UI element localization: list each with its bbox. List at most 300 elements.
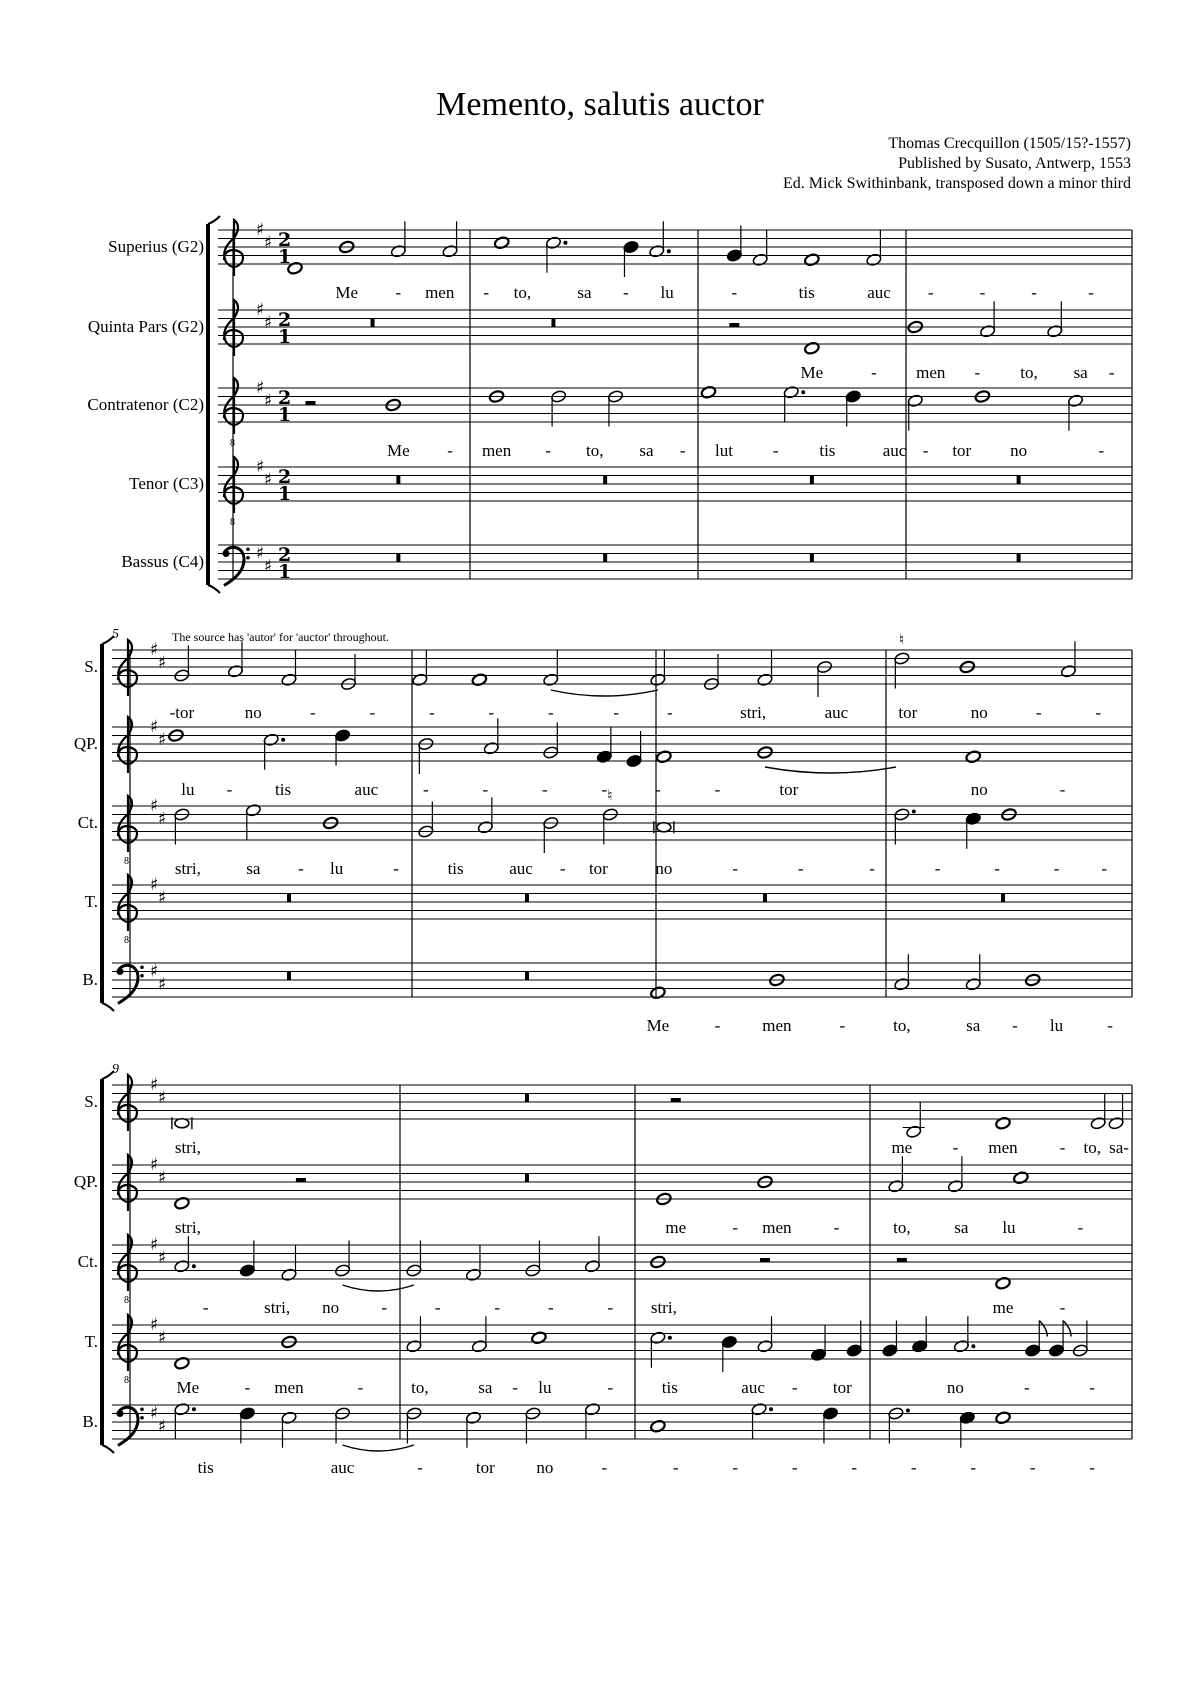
half-note [1047, 324, 1063, 338]
lyric-syllable: - [1088, 283, 1094, 302]
staff-superius-g- [108, 220, 1132, 302]
quarter-note [959, 1411, 975, 1425]
quarter-note [1025, 1344, 1041, 1358]
lyric-syllable: - [1059, 1298, 1066, 1317]
lyric-syllable: lu [538, 1378, 552, 1397]
quarter-note [626, 754, 642, 768]
half-rest-icon [306, 401, 316, 405]
lyric-syllable: - [1098, 441, 1105, 460]
lyric-syllable: - [547, 1298, 554, 1317]
sharp-icon: ♯ [150, 1315, 159, 1335]
treble-clef-icon [224, 220, 243, 276]
sharp-icon: ♯ [256, 457, 265, 477]
half-note [412, 673, 428, 687]
lyric-syllable: - [381, 1298, 388, 1317]
lyric-syllable: - [482, 780, 489, 799]
natural-icon: ♮ [898, 630, 905, 649]
sharp-icon: ♯ [158, 729, 167, 750]
lyric-syllable: - [732, 1458, 739, 1477]
half-note [866, 253, 882, 267]
editor-credit: Ed. Mick Swithinbank, transposed down a minor third [783, 175, 1131, 192]
half-note [1067, 394, 1083, 408]
sharp-icon: ♯ [150, 1155, 159, 1175]
bracket-bottom-hook [208, 585, 220, 593]
half-note [979, 324, 995, 338]
quarter-note [623, 240, 639, 254]
staff-ct- [78, 787, 1132, 879]
tie [343, 1285, 414, 1291]
half-note [649, 244, 665, 258]
lyric-syllable: to, [513, 283, 532, 302]
bass-clef-dot [140, 965, 144, 969]
lyric-syllable: - [434, 1298, 441, 1317]
half-rest-icon [760, 1258, 770, 1262]
lyric-syllable: Me [387, 441, 410, 460]
half-note [1060, 664, 1076, 678]
half-note [281, 673, 297, 687]
lyric-syllable: lu [1049, 1016, 1064, 1035]
lyric-syllable: Me [646, 1016, 670, 1035]
breve-rest-icon [603, 554, 607, 563]
lyric-syllable: - [244, 1378, 251, 1397]
staff-qp- [74, 717, 1132, 799]
lyric-syllable: - [417, 1458, 423, 1477]
treble-clef-icon [118, 1235, 137, 1291]
half-note [752, 253, 768, 267]
lyric-syllable: - [927, 283, 934, 302]
augmentation-dot [971, 1344, 975, 1348]
staff-t- [85, 1315, 1132, 1397]
lyric-syllable: tor [779, 780, 799, 799]
lyric-syllable: to, [411, 1378, 429, 1397]
lyric-syllable: - [607, 1378, 614, 1397]
bass-clef-dot [223, 550, 230, 557]
lyric-syllable: auc [509, 859, 533, 878]
half-note [1090, 1116, 1106, 1130]
quarter-note [721, 1335, 737, 1349]
staff-s- [84, 631, 1132, 723]
lyric-syllable: - [395, 283, 402, 302]
lyric-syllable: -tor [169, 703, 195, 722]
half-note [757, 1339, 773, 1353]
lyric-syllable: - [202, 1298, 209, 1317]
quarter-note [726, 249, 742, 263]
lyric-syllable: stri, [264, 1298, 291, 1317]
lyric-syllable: - [622, 283, 629, 302]
lyric-syllable: - [871, 363, 877, 382]
lyric-syllable: to, [893, 1218, 911, 1237]
lyric-syllable: - [1059, 780, 1066, 799]
voice-label: Tenor (C3) [129, 474, 204, 493]
lyric-syllable: - [922, 441, 929, 460]
quarter-note [239, 1407, 255, 1421]
quarter-note [810, 1348, 826, 1362]
sharp-icon: ♯ [264, 232, 273, 253]
breve-rest-icon [525, 972, 529, 981]
lyric-syllable: auc [867, 283, 891, 302]
tie [765, 767, 896, 773]
system-3 [74, 1062, 1132, 1477]
voice-label: QP. [73, 1172, 98, 1191]
breve-note [657, 823, 671, 832]
breve-rest-icon [1017, 476, 1021, 485]
octave-mark: 8 [124, 856, 129, 867]
voice-label: B. [82, 970, 98, 989]
augmentation-dot [769, 1407, 773, 1411]
breve-rest-icon [287, 894, 291, 903]
sharp-icon: ♯ [158, 1416, 167, 1437]
whole-note [494, 236, 510, 250]
time-signature-top: 2 [278, 544, 292, 566]
bass-clef-dot [246, 547, 250, 551]
lyric-syllable: - [666, 703, 673, 722]
lyric-syllable: - [979, 283, 986, 302]
lyric-syllable: - [1059, 1138, 1066, 1157]
octave-mark: 8 [230, 517, 235, 528]
sharp-icon: ♯ [264, 556, 273, 577]
lyric-syllable: - [952, 1138, 959, 1157]
bracket-top-hook [208, 216, 220, 224]
whole-note [174, 1196, 190, 1210]
staff-t- [85, 875, 1132, 946]
treble-clef-icon [118, 1315, 137, 1371]
bass-clef-dot [140, 1407, 144, 1411]
sharp-icon: ♯ [264, 390, 273, 411]
lyric-syllable: tis [798, 283, 815, 302]
sharp-icon: ♯ [150, 875, 159, 895]
breve-rest-icon [525, 1174, 529, 1183]
half-rest-icon [296, 1178, 306, 1182]
breve-rest-icon [525, 1094, 529, 1103]
lyric-syllable: - [545, 441, 552, 460]
lyric-syllable: - [1053, 859, 1060, 878]
lyric-syllable: - [393, 859, 399, 878]
time-signature-top: 2 [278, 387, 292, 409]
voice-label: QP. [73, 734, 98, 753]
quarter-note [1048, 1344, 1064, 1358]
lyric-syllable: to, [586, 441, 604, 460]
lyric-syllable: - [731, 283, 738, 302]
lyric-syllable: no [970, 780, 988, 799]
lyric-syllable: - [672, 1458, 679, 1477]
half-note [227, 664, 243, 678]
half-note [390, 244, 406, 258]
treble-clef-icon [118, 640, 137, 696]
whole-note [650, 986, 666, 1000]
lyric-syllable: men [988, 1138, 1018, 1157]
lyric-syllable: Me [800, 363, 824, 382]
sharp-icon: ♯ [256, 543, 265, 564]
staff-bassus-c- [121, 544, 1132, 586]
half-note [263, 733, 279, 747]
whole-note [471, 673, 487, 687]
sharp-icon: ♯ [256, 300, 265, 320]
octave-mark: 8 [124, 1375, 129, 1386]
lyric-syllable: sa [478, 1378, 493, 1397]
treble-clef-icon [118, 1155, 137, 1211]
breve-rest-icon [396, 476, 400, 485]
lyric-syllable: - [226, 780, 233, 799]
lyric-syllable: no [322, 1298, 340, 1317]
lyric-syllable: - [974, 363, 981, 382]
lyric-syllable: auc [354, 780, 379, 799]
lyric-syllable: sa- [1109, 1138, 1129, 1157]
staff-contratenor-c- [87, 378, 1132, 460]
half-note [471, 1339, 487, 1353]
lyric-syllable: auc [824, 703, 849, 722]
lyric-syllable: - [1031, 283, 1037, 302]
lyric-syllable: - [547, 703, 554, 722]
lyric-syllable: tor [898, 703, 918, 722]
half-note [245, 803, 261, 817]
voice-label: S. [84, 657, 98, 676]
voice-label: Ct. [77, 1252, 98, 1271]
lyric-syllable: men [425, 283, 455, 302]
lyric-syllable: - [1012, 1016, 1018, 1035]
lyric-syllable: - [447, 441, 453, 460]
lyric-syllable: stri, [174, 1138, 201, 1157]
half-note [465, 1268, 481, 1282]
lyric-syllable: - [357, 1378, 364, 1397]
lyric-syllable: Me [176, 1378, 200, 1397]
sharp-icon: ♯ [256, 378, 265, 398]
staff-qp- [74, 1155, 1132, 1237]
lyric-syllable: tis [275, 780, 292, 799]
lyric-syllable: stri, [174, 1218, 201, 1237]
lyric-syllable: sa [1073, 363, 1088, 382]
half-note [650, 673, 666, 687]
breve-rest-icon [287, 972, 291, 981]
augmentation-dot [192, 1407, 196, 1411]
breve-rest-icon [525, 894, 529, 903]
voice-label: T. [84, 1332, 98, 1351]
natural-icon: ♮ [607, 786, 613, 805]
lyric-syllable: - [833, 1218, 840, 1237]
lyric-syllable: me [992, 1298, 1014, 1317]
treble-clef-icon [224, 378, 243, 434]
lyric-syllable: - [483, 283, 490, 302]
lyric-syllable: sa [246, 859, 261, 878]
augmentation-dot [281, 738, 285, 742]
sharp-icon: ♯ [150, 1235, 159, 1255]
lyric-syllable: - [1107, 1016, 1113, 1035]
tie [551, 690, 658, 696]
sharp-icon: ♯ [158, 1247, 167, 1268]
lyric-syllable: lut [715, 441, 733, 460]
sharp-icon: ♯ [264, 469, 273, 490]
lyric-syllable: tor [588, 859, 608, 878]
half-note [906, 1125, 922, 1139]
sharp-icon: ♯ [158, 1087, 167, 1108]
augmentation-dot [912, 810, 916, 814]
sharp-icon: ♯ [158, 887, 167, 908]
lyric-syllable: - [601, 780, 608, 799]
lyric-syllable: tor [952, 441, 972, 460]
half-note [953, 1339, 969, 1353]
quarter-note [845, 390, 861, 404]
lyric-syllable: - [488, 703, 495, 722]
half-note [174, 1259, 190, 1273]
breve-rest-icon [1001, 894, 1005, 903]
lyric-syllable: - [732, 1218, 739, 1237]
bass-clef-dot [246, 556, 250, 560]
treble-clef-icon [224, 300, 243, 356]
breve-note [175, 1119, 189, 1128]
voice-label: Contratenor (C2) [87, 395, 204, 414]
bracket-bottom-hook [102, 1445, 114, 1453]
voice-label: Superius (G2) [108, 237, 204, 256]
lyric-syllable: auc [882, 441, 907, 460]
lyric-syllable: - [772, 441, 779, 460]
voice-label: B. [82, 1412, 98, 1431]
lyric-syllable: tis [661, 1378, 678, 1397]
bracket-bottom-hook [102, 1003, 114, 1011]
time-signature-bottom: 1 [278, 246, 292, 268]
time-signature-top: 2 [278, 229, 292, 251]
lyric-syllable: me [665, 1218, 687, 1237]
lyric-syllable: no [655, 859, 673, 878]
lyric-syllable: - [791, 1378, 798, 1397]
half-note [757, 673, 773, 687]
lyric-syllable: tis [819, 441, 836, 460]
time-signature-top: 2 [278, 309, 292, 331]
lyric-syllable: - [1023, 1378, 1030, 1397]
treble-clef-icon [224, 457, 243, 513]
lyric-syllable: - [1095, 703, 1102, 722]
whole-note [531, 1331, 547, 1345]
system-2 [74, 627, 1132, 1035]
half-note [584, 1259, 600, 1273]
lyric-syllable: men [762, 1218, 792, 1237]
sharp-icon: ♯ [158, 652, 167, 673]
quarter-note [334, 729, 350, 743]
half-note [907, 394, 923, 408]
half-rest-icon [671, 1098, 681, 1102]
sharp-icon: ♯ [150, 961, 159, 982]
lyric-syllable: stri, [174, 859, 201, 878]
lyric-syllable: - [797, 859, 804, 878]
lyric-syllable: - [970, 1458, 977, 1477]
lyric-syllable: to, [1083, 1138, 1101, 1157]
breve-rest-icon [810, 554, 814, 563]
lyric-syllable: men [481, 441, 512, 460]
time-signature-bottom: 1 [278, 326, 292, 348]
half-note [442, 244, 458, 258]
breve-rest-icon [371, 319, 375, 328]
half-rest-icon [729, 323, 739, 327]
staff-b- [82, 1402, 1132, 1477]
half-note [894, 977, 910, 991]
voice-label: T. [84, 892, 98, 911]
lyric-syllable: - [542, 780, 548, 799]
lyric-syllable: - [791, 1458, 798, 1477]
lyric-syllable: men [916, 363, 946, 382]
lyric-syllable: lu [1002, 1218, 1016, 1237]
lyric-syllable: - [559, 859, 566, 878]
lyric-syllable: - [1035, 703, 1042, 722]
lyric-syllable: no [970, 703, 988, 722]
staff-tenor-c- [129, 457, 1132, 528]
quarter-note [965, 812, 981, 826]
lyric-syllable: sa [966, 1016, 981, 1035]
lyric-syllable: no [244, 703, 262, 722]
sharp-icon: ♯ [150, 717, 159, 737]
sharp-icon: ♯ [158, 974, 167, 995]
lyric-syllable: - [298, 859, 304, 878]
lyric-syllable: - [655, 780, 661, 799]
half-note [543, 673, 559, 687]
whole-note [995, 1276, 1011, 1290]
augmentation-dot [667, 249, 671, 253]
bass-clef-dot [140, 974, 144, 978]
sharp-icon: ♯ [264, 312, 273, 333]
sharp-icon: ♯ [150, 796, 159, 816]
lyric-syllable: auc [330, 1458, 355, 1477]
breve-rest-icon [396, 554, 400, 563]
staff-ct- [78, 1235, 1132, 1317]
lyric-syllable: - [679, 441, 686, 460]
lyric-syllable: auc [741, 1378, 765, 1397]
lyric-syllable: sa [954, 1218, 969, 1237]
lyric-syllable: - [1108, 363, 1115, 382]
half-note [281, 1411, 297, 1425]
lyric-syllable: lu [329, 859, 344, 878]
composer-credit: Thomas Crecquillon (1505/15?-1557) [888, 135, 1131, 152]
half-note [406, 1339, 422, 1353]
time-signature-top: 2 [278, 466, 292, 488]
octave-mark: 8 [124, 1295, 129, 1306]
whole-note [1013, 1171, 1029, 1185]
treble-clef-icon [118, 875, 137, 931]
lyric-syllable: men [762, 1016, 792, 1035]
time-signature-bottom: 1 [278, 561, 292, 583]
voice-label: Bassus (C4) [121, 552, 204, 571]
half-note [477, 820, 493, 834]
lyric-syllable: - [1089, 1458, 1096, 1477]
eighth-flag [1039, 1321, 1047, 1337]
lyric-syllable: - [910, 1458, 917, 1477]
quarter-note [846, 1344, 862, 1358]
breve-rest-icon [1017, 554, 1021, 563]
breve-rest-icon [763, 894, 767, 903]
eighth-flag [1063, 1321, 1071, 1337]
lyric-syllable: tor [832, 1378, 852, 1397]
sharp-icon: ♯ [150, 1403, 159, 1424]
lyric-syllable: - [494, 1298, 501, 1317]
sharp-icon: ♯ [158, 808, 167, 829]
measure-number: 9 [112, 1062, 119, 1077]
lyric-syllable: no [1010, 441, 1028, 460]
lyric-syllable: sa [577, 283, 592, 302]
time-signature-bottom: 1 [278, 483, 292, 505]
bass-clef-dot [140, 1416, 144, 1420]
half-note [584, 1402, 600, 1416]
half-note [465, 1411, 481, 1425]
augmentation-dot [906, 1409, 910, 1413]
half-note [281, 1268, 297, 1282]
augmentation-dot [801, 390, 805, 394]
lyric-syllable: stri, [740, 703, 767, 722]
lyric-syllable: - [601, 1458, 608, 1477]
quarter-note [911, 1339, 927, 1353]
whole-note [965, 750, 981, 764]
score-title: Memento, salutis auctor [436, 86, 764, 123]
quarter-note [596, 750, 612, 764]
breve-rest-icon [551, 319, 555, 328]
half-note [947, 1179, 963, 1193]
staff-b- [82, 954, 1132, 1035]
treble-clef-icon [118, 1075, 137, 1131]
